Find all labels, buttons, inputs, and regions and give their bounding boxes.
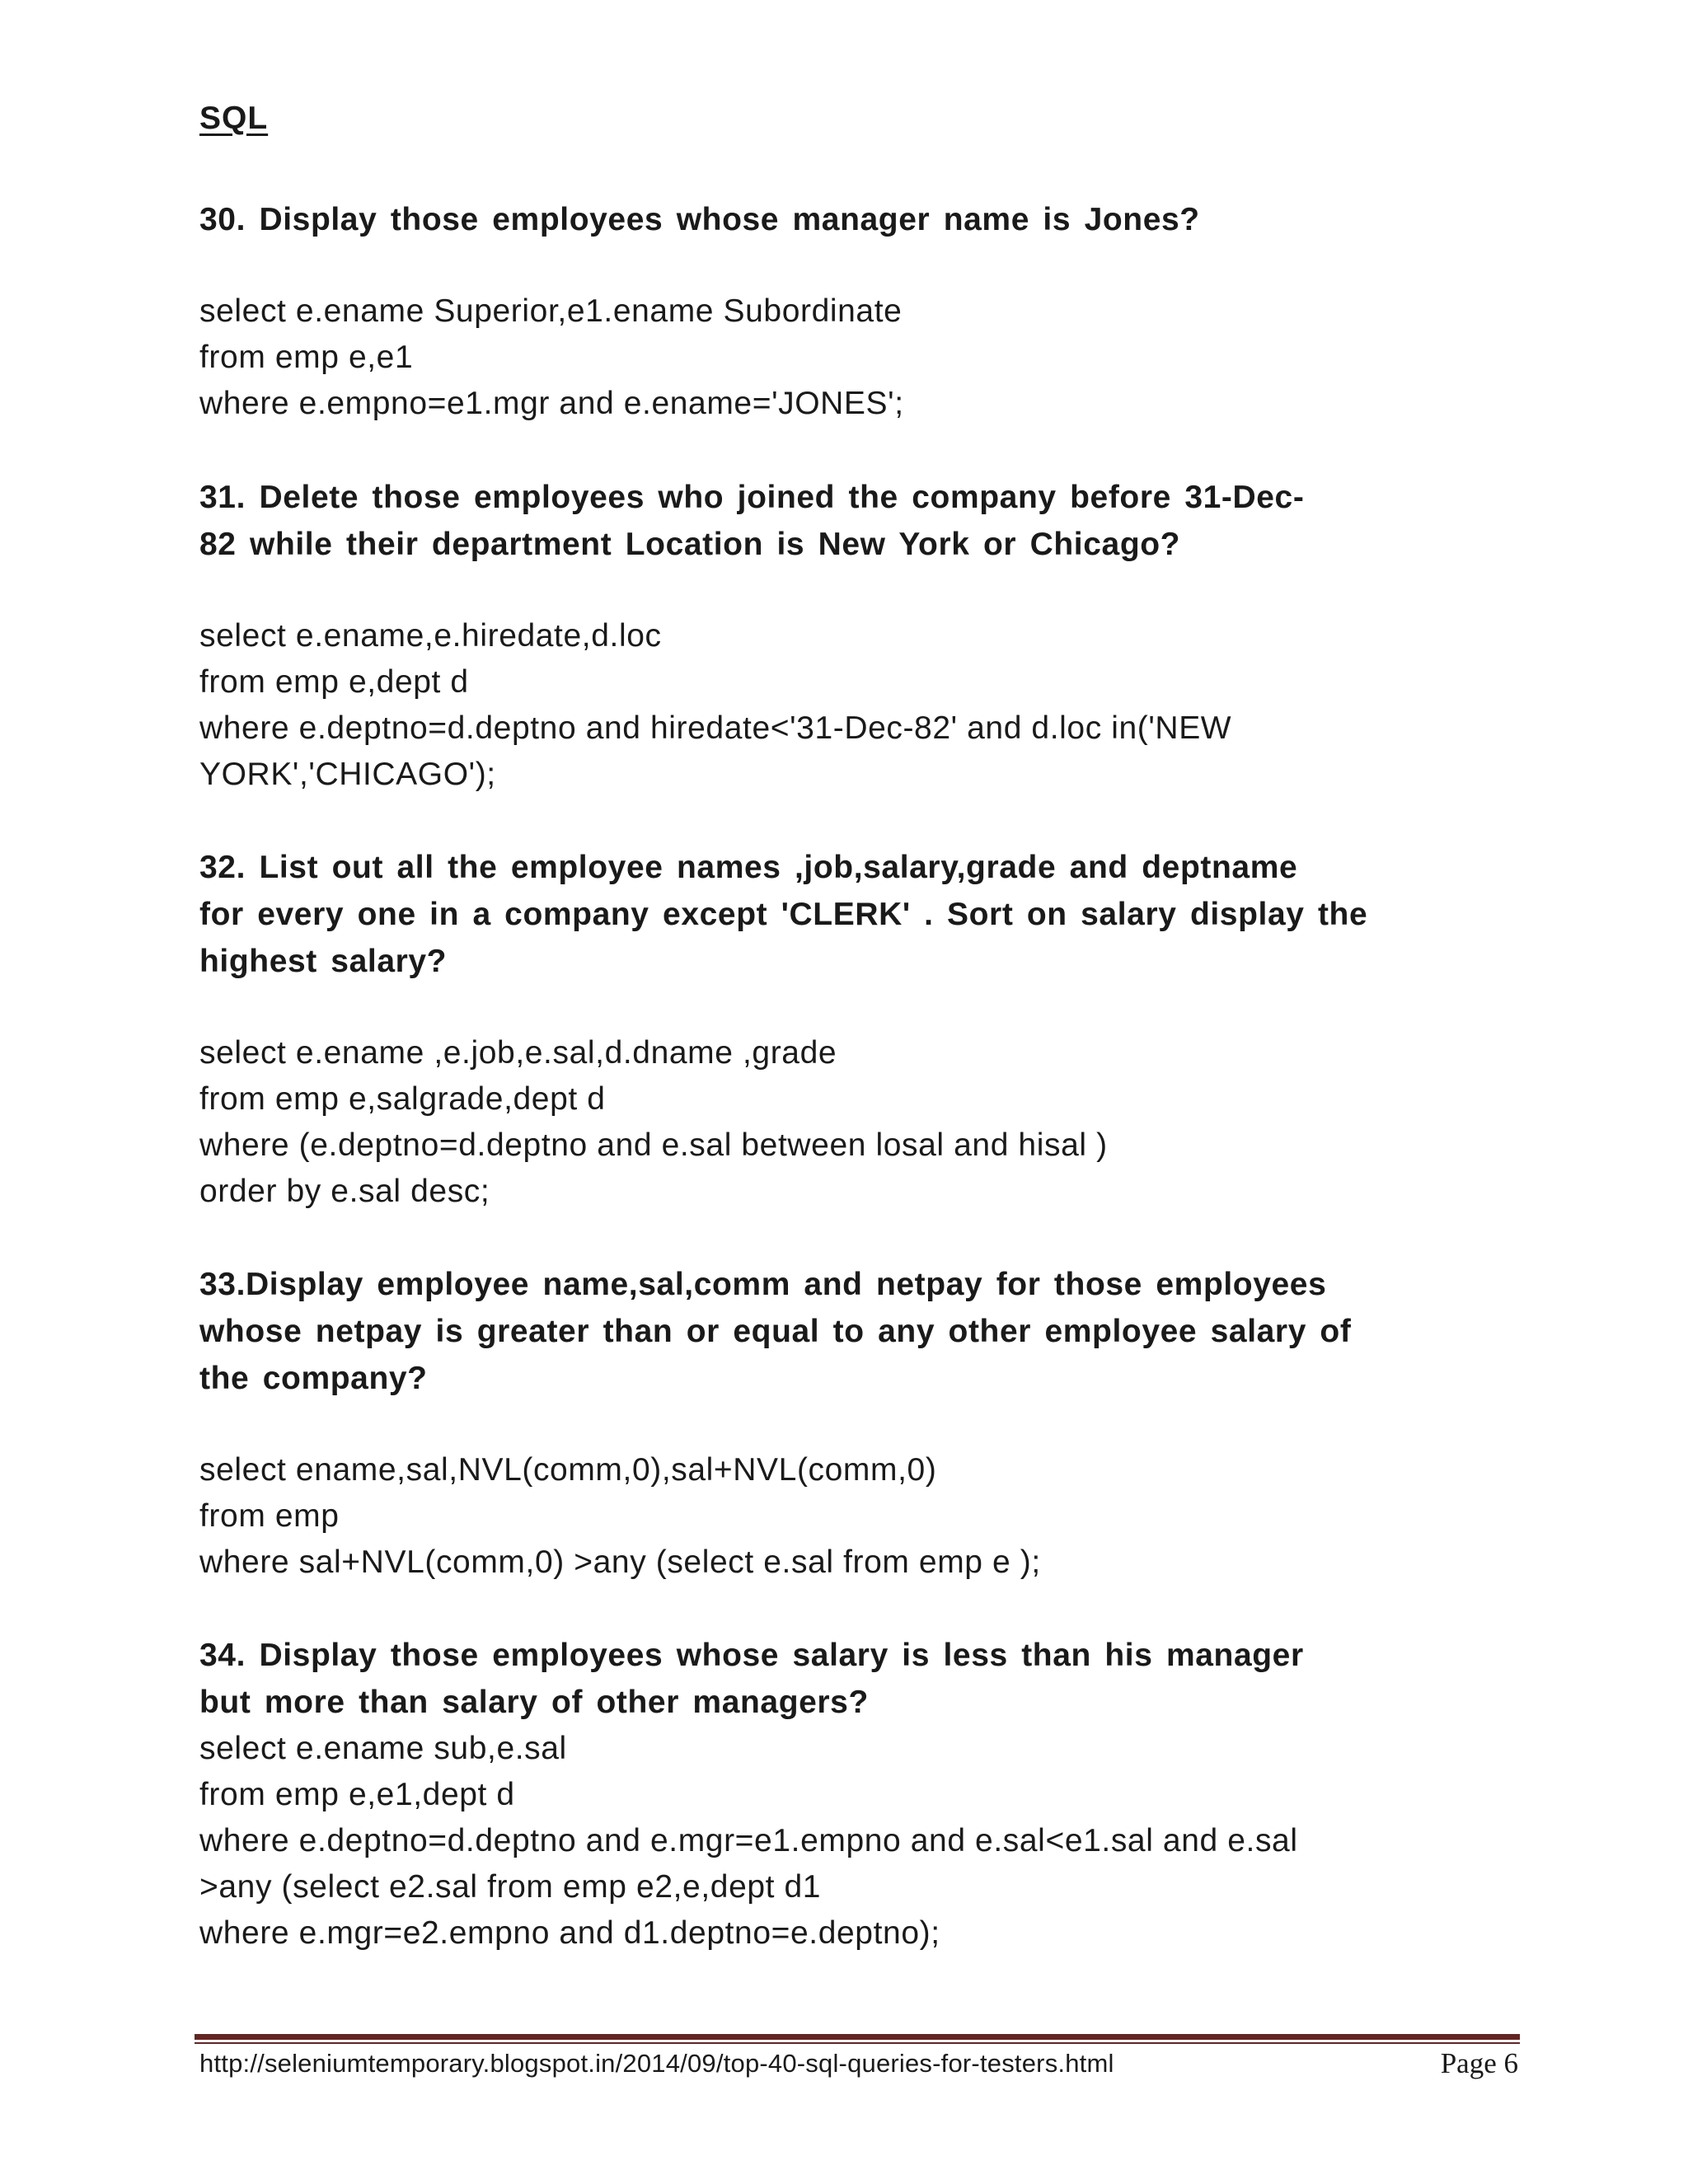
code-line: order by e.sal desc; (199, 1174, 490, 1209)
question-line: but more than salary of other managers? (199, 1685, 869, 1720)
question-line: 31. Delete those employees who joined the company before 31-Dec- (199, 480, 1305, 515)
question-line: 82 while their department Location is New York or Chicago? (199, 527, 1181, 562)
page-number: Page 6 (1440, 2047, 1518, 2079)
sql-code-32 (199, 1030, 1535, 1215)
code-line: from emp e,e1,dept d (199, 1777, 515, 1812)
question-34 (199, 1632, 1518, 1726)
footer-divider-thick (195, 2034, 1520, 2040)
code-line: select e.ename Superior,e1.ename Subordinate (199, 293, 903, 329)
question-31 (199, 474, 1518, 568)
code-line: from emp e,e1 (199, 340, 414, 375)
code-line: select e.ename ,e.job,e.sal,d.dname ,grade (199, 1035, 837, 1071)
sql-code-30 (199, 288, 1535, 427)
sql-code-33 (199, 1447, 1535, 1586)
question-line: the company? (199, 1361, 428, 1396)
code-line: select e.ename,e.hiredate,d.loc (199, 618, 662, 654)
question-line: highest salary? (199, 944, 448, 979)
question-line: whose netpay is greater than or equal to any other employee salary of (199, 1314, 1352, 1349)
question-line: 32. List out all the employee names ,job,salary,grade and deptname (199, 850, 1298, 885)
page-heading: SQL (199, 101, 269, 136)
code-line: from emp (199, 1498, 340, 1534)
sql-code-31 (199, 613, 1535, 798)
question-30 (199, 196, 1518, 243)
sql-code-34 (199, 1726, 1535, 1957)
question-line: 34. Display those employees whose salary is less than his manager (199, 1638, 1304, 1673)
code-line: where sal+NVL(comm,0) >any (select e.sal from emp e ); (199, 1544, 1041, 1580)
code-line: where e.mgr=e2.empno and d1.deptno=e.deptno); (199, 1915, 940, 1951)
code-line: select ename,sal,NVL(comm,0),sal+NVL(comm,0) (199, 1452, 937, 1488)
question-line: for every one in a company except 'CLERK' . Sort on salary display the (199, 897, 1368, 932)
question-32 (199, 844, 1518, 985)
footer-url-link[interactable]: http://seleniumtemporary.blogspot.in/2014/09/top-40-sql-queries-for-testers.html (199, 2049, 1114, 2078)
code-line: where (e.deptno=d.deptno and e.sal between losal and hisal ) (199, 1127, 1108, 1163)
code-line: from emp e,salgrade,dept d (199, 1081, 606, 1117)
question-33 (199, 1261, 1518, 1402)
code-line: where e.empno=e1.mgr and e.ename='JONES'; (199, 386, 904, 421)
footer-divider-thin (195, 2042, 1520, 2044)
code-line: where e.deptno=d.deptno and e.mgr=e1.empno and e.sal<e1.sal and e.sal (199, 1823, 1298, 1858)
code-line: select e.ename sub,e.sal (199, 1731, 567, 1766)
code-line: >any (select e2.sal from emp e2,e,dept d1 (199, 1869, 822, 1905)
code-line: YORK','CHICAGO'); (199, 757, 496, 792)
question-line: 30. Display those employees whose manager name is Jones? (199, 202, 1200, 237)
question-line: 33.Display employee name,sal,comm and netpay for those employees (199, 1267, 1327, 1302)
code-line: from emp e,dept d (199, 664, 469, 700)
code-line: where e.deptno=d.deptno and hiredate<'31-Dec-82' and d.loc in('NEW (199, 710, 1232, 746)
